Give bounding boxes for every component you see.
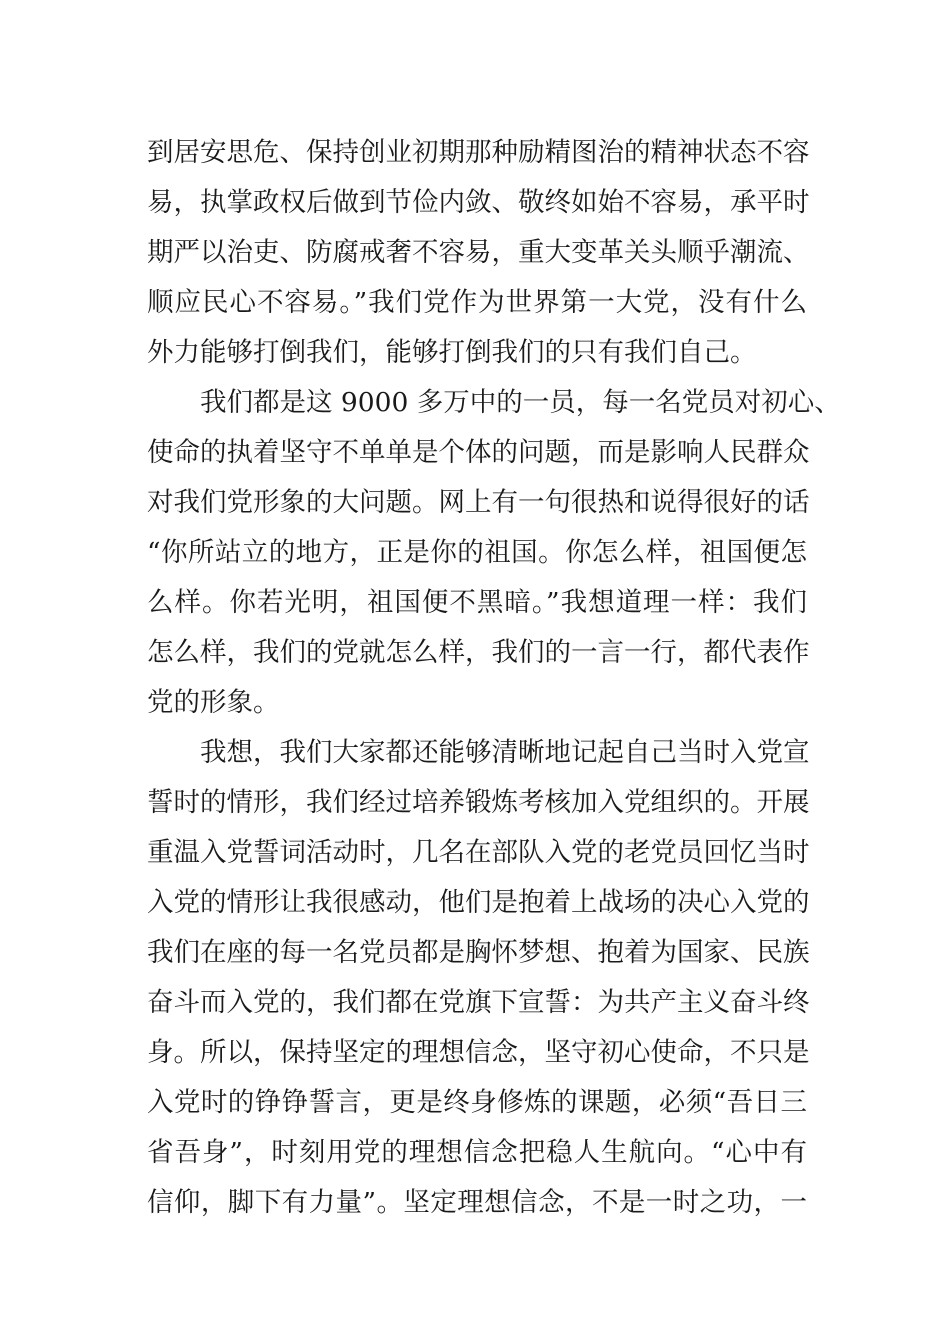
text-line: 怎么样，我们的党就怎么样，我们的一言一行，都代表作 — [147, 637, 810, 668]
text-line: “你所站立的地方，正是你的祖国。你怎么样，祖国便怎 — [147, 537, 807, 568]
text-line: 我想，我们大家都还能够清晰地记起自己当时入党宣 — [200, 737, 810, 768]
text-line: 对我们党形象的大问题。网上有一句很热和说得很好的话 — [147, 487, 810, 518]
text-line: 重温入党誓词活动时，几名在部队入党的老党员回忆当时 — [147, 837, 810, 868]
paragraph-1 — [147, 128, 810, 378]
paragraph-3 — [147, 728, 810, 1228]
text-line: 入党的情形让我很感动，他们是抱着上战场的决心入党的 — [147, 887, 810, 918]
text-line: 我们都是这 9000 多万中的一员，每一名党员对初心、 — [200, 387, 841, 418]
text-line: 省吾身”，时刻用党的理想信念把稳人生航向。“心中有 — [147, 1137, 807, 1168]
text-line: 信仰，脚下有力量”。坚定理想信念，不是一时之功，一 — [147, 1187, 807, 1218]
text-line: 么样。你若光明，祖国便不黑暗。”我想道理一样：我们 — [147, 587, 807, 618]
text-line: 誓时的情形，我们经过培养锻炼考核加入党组织的。开展 — [147, 787, 810, 818]
text-line: 使命的执着坚守不单单是个体的问题，而是影响人民群众 — [147, 437, 810, 468]
text-line: 我们在座的每一名党员都是胸怀梦想、抱着为国家、民族 — [147, 937, 810, 968]
paragraph-2 — [147, 378, 841, 728]
body-text — [147, 128, 841, 1228]
text-line: 党的形象。 — [147, 687, 280, 718]
text-line: 顺应民心不容易。”我们党作为世界第一大党，没有什么 — [147, 287, 807, 318]
text-line: 易，执掌政权后做到节俭内敛、敬终如始不容易，承平时 — [147, 187, 810, 218]
text-line: 外力能够打倒我们，能够打倒我们的只有我们自己。 — [147, 337, 757, 368]
text-line: 到居安思危、保持创业初期那种励精图治的精神状态不容 — [147, 137, 810, 168]
text-line: 奋斗而入党的，我们都在党旗下宣誓：为共产主义奋斗终 — [147, 987, 810, 1018]
text-line: 期严以治吏、防腐戒奢不容易，重大变革关头顺乎潮流、 — [147, 237, 810, 268]
text-line: 身。所以，保持坚定的理想信念，坚守初心使命，不只是 — [147, 1037, 810, 1068]
text-line: 入党时的铮铮誓言，更是终身修炼的课题，必须“吾日三 — [147, 1087, 807, 1118]
